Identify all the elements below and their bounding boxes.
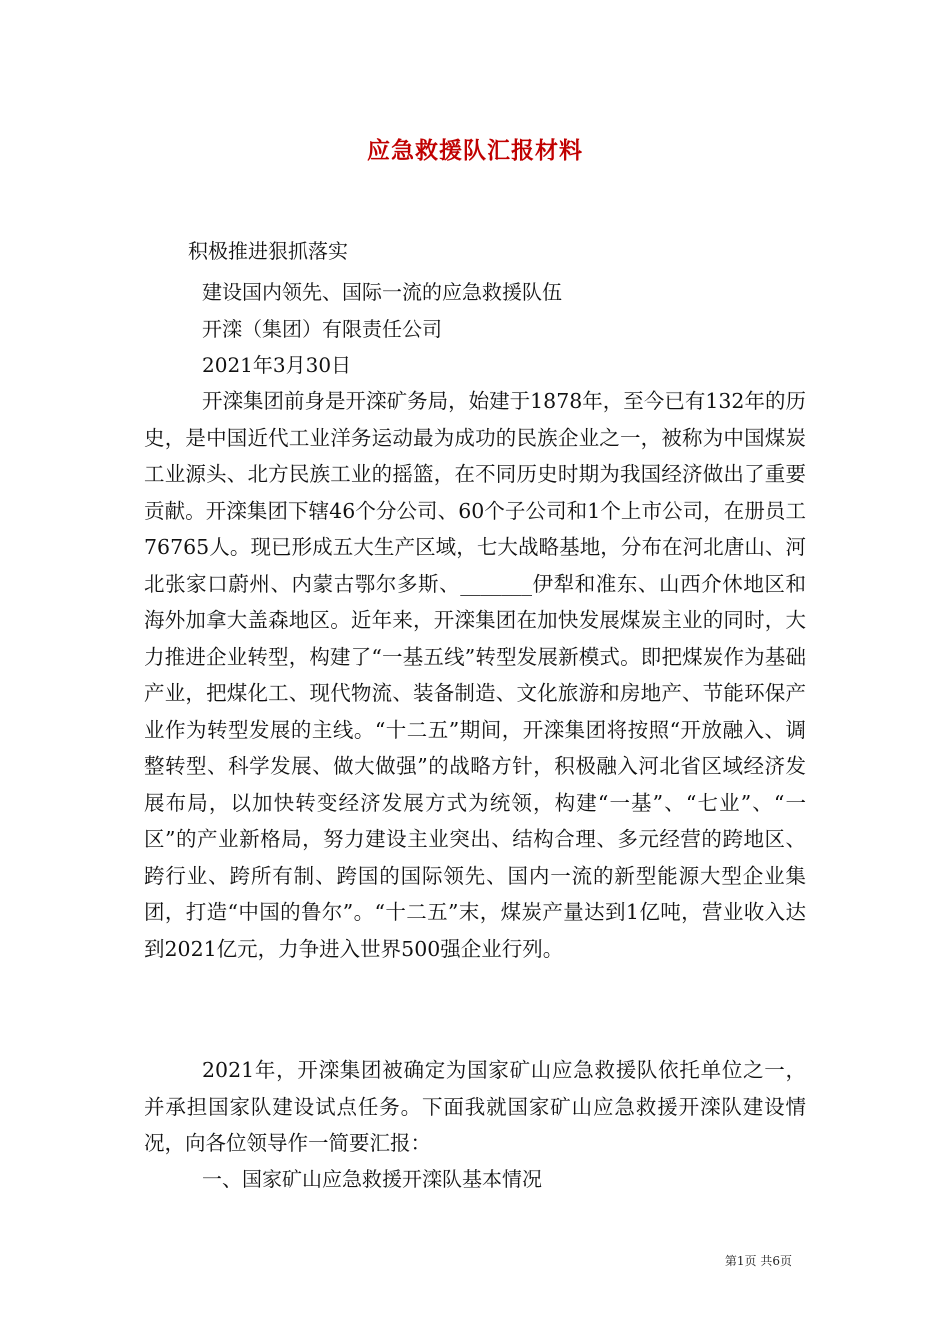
body-paragraph-task: 2021年，开滦集团被确定为国家矿山应急救援队依托单位之一，并承担国家队建设试点任务。下面我就国家矿山应急救援开滦队建设情况，向各位领导作一简要汇报： — [144, 1058, 806, 1155]
subtitle-company: 开滦（集团）有限责任公司 — [202, 317, 442, 341]
section-heading: 一、国家矿山应急救援开滦队基本情况 — [202, 1167, 542, 1191]
body-paragraph-intro: 开滦集团前身是开滦矿务局，始建于1878年，至今已有132年的历史，是中国近代工业洋务运动最为成功的民族企业之一，被称为中国煤炭工业源头、北方民族工业的摇篮，在不同历史时期为我国经济做出了重要贡献。开滦集团下辖46个分公司、60个子公司和1个上市公司，在册员工76765人。现已形成五大生产区域，七大战略基地，分布在河北唐山、河北张家口蔚州、内蒙古鄂尔多斯、_______伊犁和准东、山西介休地区和海外加拿大盖森地区。近年来，开滦集团在加快发展煤炭主业的同时，大力推进企业转型，构建了“一基五线”转型发展新模式。即把煤炭作为基础产业，把煤化工、现代物流、装备制造、文化旅游和房地产、节能环保产业作为转型发展的主线。“十二五”期间，开滦集团将按照“开放融入、调整转型、科学发展、做大做强”的战略方针，积极融入河北省区域经济发展布局，以加快转变经济发展方式为统领，构建“一基”、“七业”、“一区”的产业新格局，努力建设主业突出、结构合理、多元经营的跨地区、跨行业、跨所有制、跨国的国际领先、国内一流的新型能源大型企业集团，打造“中国的鲁尔”。“十二五”末，煤炭产量达到1亿吨，营业收入达到2021亿元，力争进入世界500强企业行列。 — [144, 389, 806, 961]
page-number: 第1页 共6页 — [724, 1254, 792, 1268]
document-title: 应急救援队汇报材料 — [367, 137, 583, 164]
subtitle-slogan: 积极推进狠抓落实 — [188, 239, 348, 263]
subtitle-goal: 建设国内领先、国际一流的应急救援队伍 — [202, 280, 562, 304]
subtitle-date: 2021年3月30日 — [202, 353, 352, 377]
